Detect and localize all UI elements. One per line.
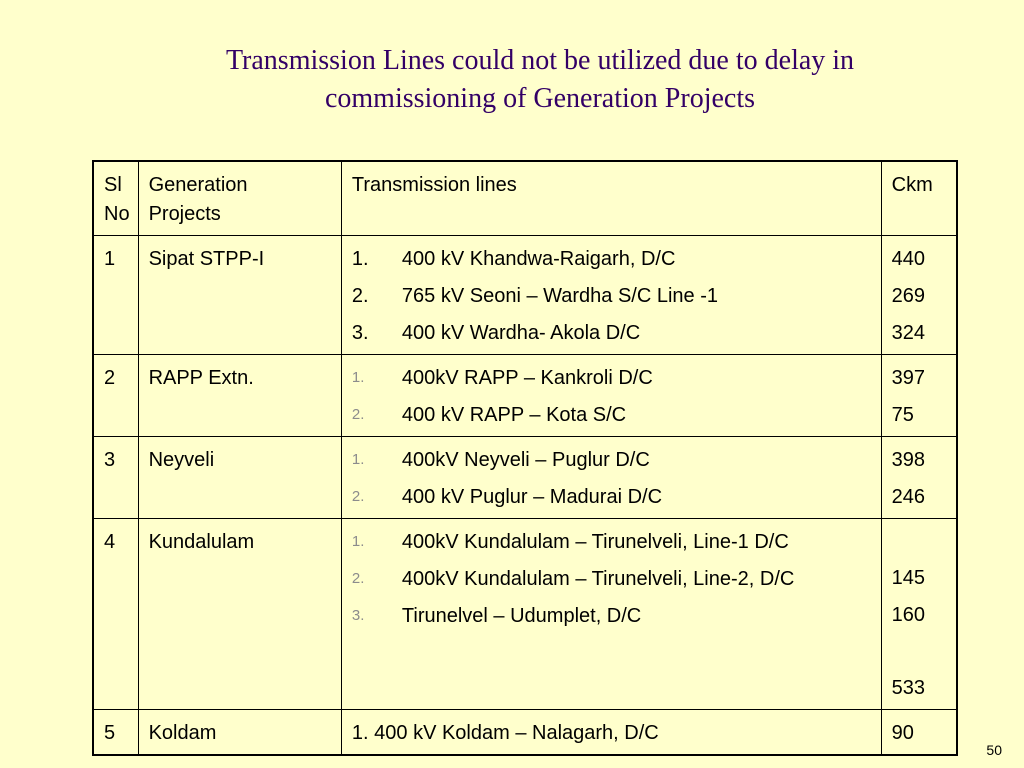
table-row [93, 355, 957, 437]
ckm-cell [881, 519, 957, 710]
lines-cell: 1. 400 kV Koldam – Nalagarh, D/C [341, 710, 881, 756]
list-item [352, 400, 873, 430]
table-row [93, 519, 957, 710]
lines-cell [341, 355, 881, 437]
line-text: Tirunelvel – Udumplet, D/C [401, 605, 642, 627]
sl-cell: 2 [93, 355, 138, 437]
list-marker: 1. [351, 451, 365, 468]
line-text: 400kV Kundalulam – Tirunelveli, Line-2, D/C [401, 568, 795, 590]
ckm-value: 440 [891, 248, 925, 270]
line-text: 765 kV Seoni – Wardha S/C Line -1 [401, 285, 719, 307]
table-row [93, 437, 957, 519]
list-item [352, 564, 873, 594]
project-cell: Koldam [138, 710, 341, 756]
list-marker: 2. [351, 570, 365, 587]
ckm-value: 246 [891, 486, 925, 508]
table-row [93, 236, 957, 355]
project-cell: Kundalulam [138, 519, 341, 710]
ckm-value: 75 [891, 404, 914, 426]
ckm-value: 533 [891, 677, 925, 699]
slide-title-line-1: Transmission Lines could not be utilized due to delay in [225, 45, 855, 76]
header-ckm: Ckm [881, 161, 957, 236]
line-text: 400kV RAPP – Kankroli D/C [401, 367, 653, 389]
ckm-value: 398 [891, 449, 925, 471]
header-generation-projects: Generation Projects [138, 161, 341, 236]
sl-cell: 5 [93, 710, 138, 756]
line-text: 400kV Kundalulam – Tirunelveli, Line-1 D/C [401, 531, 789, 553]
project-cell: Neyveli [138, 437, 341, 519]
list-marker: 1. [351, 533, 365, 550]
header-transmission-lines: Transmission lines [341, 161, 881, 236]
line-text: 400 kV Khandwa-Raigarh, D/C [401, 248, 676, 270]
sl-cell: 3 [93, 437, 138, 519]
list-item [352, 244, 873, 274]
list-marker: 1. [351, 369, 365, 386]
lines-cell [341, 519, 881, 710]
ckm-cell [881, 437, 957, 519]
table-row [93, 710, 957, 756]
sl-cell: 4 [93, 519, 138, 710]
ckm-value: 145 [891, 567, 925, 589]
list-item [352, 482, 873, 512]
project-cell: RAPP Extn. [138, 355, 341, 437]
list-marker: 2. [351, 285, 369, 307]
sl-cell: 1 [93, 236, 138, 355]
list-item [352, 281, 873, 311]
project-cell: Sipat STPP-I [138, 236, 341, 355]
line-text: 400 kV Wardha- Akola D/C [401, 322, 641, 344]
list-marker: 3. [351, 607, 365, 624]
slide-title-line-2: commissioning of Generation Projects [324, 83, 756, 114]
ckm-cell [881, 236, 957, 355]
list-marker: 1. [351, 248, 369, 270]
list-item [352, 445, 873, 475]
list-item [352, 363, 873, 393]
header-sl-no: Sl No [93, 161, 138, 236]
list-item [352, 527, 873, 557]
lines-cell [341, 437, 881, 519]
transmission-lines-table [92, 160, 958, 756]
list-item [352, 601, 873, 631]
ckm-value: 269 [891, 285, 925, 307]
ckm-value: 324 [891, 322, 925, 344]
line-text: 400kV Neyveli – Puglur D/C [401, 449, 650, 471]
table-header-row [93, 161, 957, 236]
ckm-value: 397 [891, 367, 925, 389]
line-text: 400 kV Puglur – Madurai D/C [401, 486, 663, 508]
page-number: 50 [986, 742, 1002, 758]
list-marker: 2. [351, 488, 365, 505]
list-marker: 3. [351, 322, 369, 344]
lines-cell [341, 236, 881, 355]
slide-title [60, 42, 1020, 118]
list-marker: 2. [351, 406, 365, 423]
ckm-value: 160 [891, 604, 925, 626]
ckm-cell [881, 355, 957, 437]
ckm-cell: 90 [881, 710, 957, 756]
list-item [352, 318, 873, 348]
line-text: 400 kV RAPP – Kota S/C [401, 404, 627, 426]
